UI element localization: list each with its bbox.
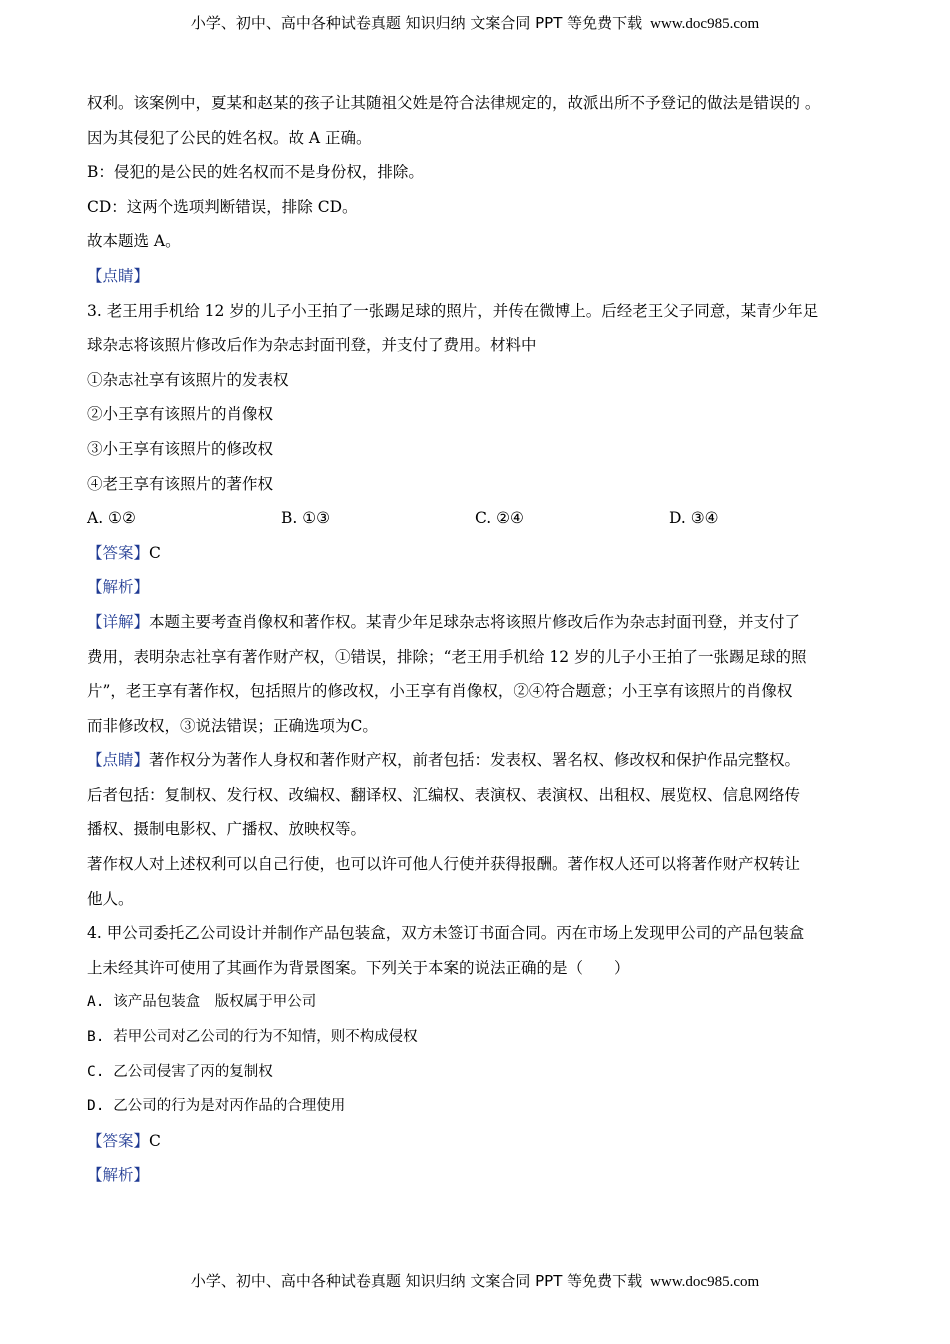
text-line: 故本题选 A。 xyxy=(87,232,181,251)
text-line: CD：这两个选项判断错误，排除 CD。 xyxy=(87,197,358,216)
detail-line: 而非修改权，③说法错误；正确选项为C。 xyxy=(87,716,378,735)
dianjing-line: 后者包括：复制权、发行权、改编权、翻译权、汇编权、表演权、表演权、出租权、展览权、信息网络传 xyxy=(87,785,801,804)
text-line: 因为其侵犯了公民的姓名权。故 A 正确。 xyxy=(87,128,372,147)
question-4-option-d: D. 乙公司的行为是对丙作品的合理使用 xyxy=(87,1098,346,1115)
detail-text: 本题主要考查肖像权和著作权。某青少年足球杂志将该照片修改后作为杂志封面刊登，并支付了 xyxy=(149,612,801,631)
statement-1: ①杂志社享有该照片的发表权 xyxy=(87,370,289,389)
answer-value: C xyxy=(149,1131,161,1150)
dianjing-label: 【点睛】 xyxy=(87,751,150,770)
question-3-stem: 球杂志将该照片修改后作为杂志封面刊登，并支付了费用。材料中 xyxy=(87,336,537,355)
answer-value: C xyxy=(149,543,161,562)
option-c: C. ②④ xyxy=(475,509,524,528)
text-line: B：侵犯的是公民的姓名权而不是身份权，排除。 xyxy=(87,163,424,182)
question-3-stem: 3. 老王用手机给 12 岁的儿子小王拍了一张踢足球的照片，并传在微博上。后经老王父子同意，某青少年足 xyxy=(87,301,819,320)
footer-text: 小学、初中、高中各种试卷真题 知识归纳 文案合同 PPT 等免费下载 xyxy=(190,1272,643,1290)
jiexi-label: 【解析】 xyxy=(87,578,150,597)
detail-label: 【详解】 xyxy=(87,612,150,631)
text-line: 权利。该案例中，夏某和赵某的孩子让其随祖父姓是符合法律规定的，故派出所不予登记的做法是错误的 。 xyxy=(87,94,821,112)
header-text: 小学、初中、高中各种试卷真题 知识归纳 文案合同 PPT 等免费下载 xyxy=(190,14,643,32)
question-4-option-a: A. 该产品包装盒 版权属于甲公司 xyxy=(87,994,317,1011)
answer-label: 【答案】 xyxy=(87,543,150,562)
question-4-stem: 4. 甲公司委托乙公司设计并制作产品包装盒，双方未签订书面合同。丙在市场上发现甲公司的产品包装盒 xyxy=(87,924,805,943)
dianjing-line: 著作权人对上述权利可以自己行使，也可以许可他人行使并获得报酬。著作权人还可以将著作财产权转让 xyxy=(87,855,801,874)
header-url[interactable]: www.doc985.com xyxy=(650,16,760,32)
question-4-option-c: C. 乙公司侵害了丙的复制权 xyxy=(87,1063,273,1080)
detail-line xyxy=(87,605,877,640)
question-3-options xyxy=(87,501,877,536)
statement-2: ②小王享有该照片的肖像权 xyxy=(87,405,274,424)
statement-4: ④老王享有该照片的著作权 xyxy=(87,474,274,493)
dianjing-line xyxy=(87,743,877,778)
question-4-stem: 上未经其许可使用了其画作为背景图案。下列关于本案的说法正确的是（ ） xyxy=(87,958,630,977)
jiexi-label: 【解析】 xyxy=(87,1166,150,1185)
footer-url[interactable]: www.doc985.com xyxy=(650,1274,760,1290)
option-b: B. ①③ xyxy=(281,509,331,528)
detail-line: 片”，老王享有著作权，包括照片的修改权，小王享有肖像权，②④符合题意；小王享有该照片的肖像权 xyxy=(87,682,793,701)
question-4-answer xyxy=(87,1124,877,1159)
option-a: A. ①② xyxy=(87,509,136,528)
page-footer xyxy=(0,1270,950,1291)
statement-3: ③小王享有该照片的修改权 xyxy=(87,439,274,458)
document-body xyxy=(87,86,877,1193)
answer-label: 【答案】 xyxy=(87,1131,150,1150)
page-header xyxy=(0,12,950,33)
dianjing-text: 著作权分为著作人身权和著作财产权，前者包括：发表权、署名权、修改权和保护作品完整权。 xyxy=(149,751,801,770)
question-3-answer xyxy=(87,536,877,571)
dianjing-line: 他人。 xyxy=(87,889,134,908)
detail-line: 费用，表明杂志社享有著作财产权，①错误，排除；“老王用手机给 12 岁的儿子小王拍了一张踢足球的照 xyxy=(87,647,807,666)
question-4-option-b: B. 若甲公司对乙公司的行为不知情，则不构成侵权 xyxy=(87,1029,418,1046)
dianjing-line: 播权、摄制电影权、广播权、放映权等。 xyxy=(87,820,367,839)
dianjing-label: 【点睛】 xyxy=(87,266,150,285)
option-d: D. ③④ xyxy=(669,509,719,528)
